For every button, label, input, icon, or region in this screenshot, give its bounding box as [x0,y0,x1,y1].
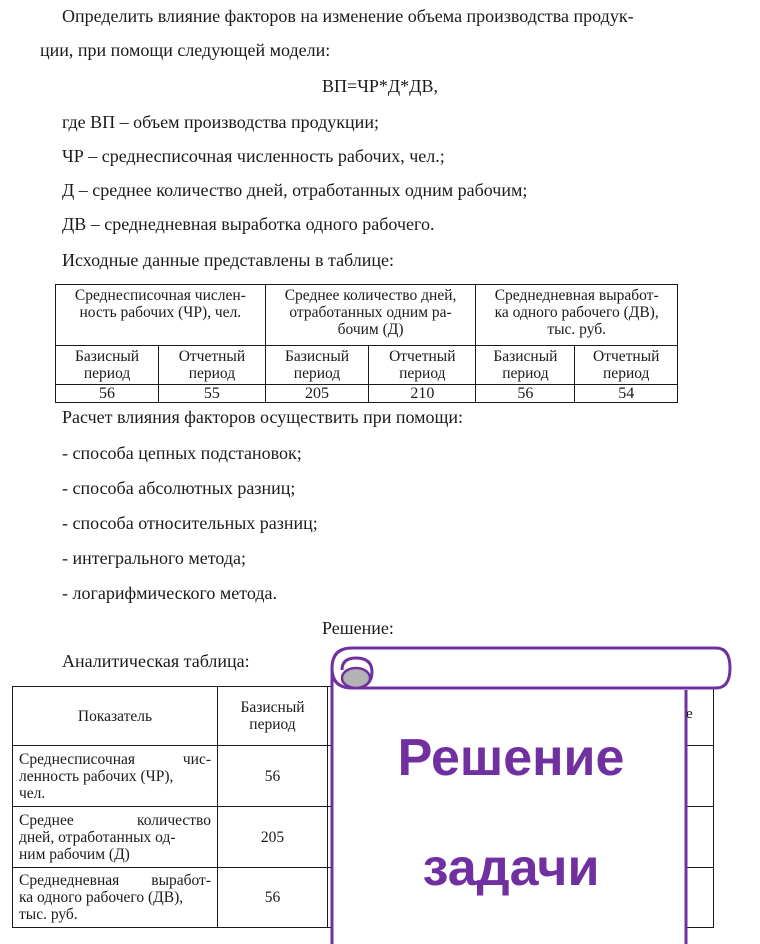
data-intro: Исходные данные представлены в таблице: [62,250,395,270]
method-item: - способа относительных разниц; [62,513,318,533]
method-item: - интегрального метода; [62,548,247,568]
methods-heading: Расчет влияния факторов осуществить при помощи: [62,407,464,427]
overlay-title-line-1: Решение [397,729,625,787]
value-cell: 205 [265,385,369,403]
sub-header: Отчетный период [575,346,678,385]
row-base-value: 56 [218,868,328,928]
sub-header: Отчетный период [369,346,476,385]
partial-header-text: е [686,706,693,722]
definition-d: Д – среднее количество дней, отработанных одним рабочим; [62,180,528,200]
method-item: - способа абсолютных разниц; [62,478,296,498]
task-line-1: Определить влияние факторов на изменение объема производства продук- [62,6,634,26]
analytic-table-caption: Аналитическая таблица: [62,651,250,671]
value-cell: 210 [369,385,476,403]
definition-chr: ЧР – среднесписочная численность рабочих, чел.; [62,146,445,166]
row-base-value: 205 [218,807,328,868]
header-indicator: Показатель [13,687,218,746]
overlay-title-line-2: задачи [422,839,600,897]
method-item: - способа цепных подстановок; [62,443,302,463]
value-cell: 54 [575,385,678,403]
solution-heading: Решение: [322,618,394,638]
sub-header: Базисный период [56,346,159,385]
row-label: Среднедневная выработ- ка одного рабочего (ДВ), тыс. руб. [13,868,218,928]
row-label: Среднесписочная чис- ленность рабочих (ЧР), чел. [13,746,218,807]
sub-header: Отчетный период [159,346,266,385]
group-header-d: Среднее количество дней, отработанных одним ра- бочим (Д) [265,285,476,346]
definition-vp: где ВП – объем производства продукции; [62,112,379,132]
row-label: Среднее количество дней, отработанных од- ним рабочим (Д) [13,807,218,868]
value-cell: 56 [476,385,575,403]
header-base-period: Базисный период [218,687,328,746]
method-item: - логарифмического метода. [62,583,278,603]
scroll-banner [326,644,746,944]
value-cell: 55 [159,385,266,403]
sub-header: Базисный период [476,346,575,385]
group-header-chr: Среднесписочная числен- ность рабочих (ЧР), чел. [56,285,266,346]
value-cell: 56 [56,385,159,403]
group-header-dv: Среднедневная выработ- ка одного рабочего (ДВ), тыс. руб. [476,285,678,346]
sub-header: Базисный период [265,346,369,385]
definition-dv: ДВ – среднедневная выработка одного рабочего. [62,214,435,234]
row-base-value: 56 [218,746,328,807]
task-line-2: ции, при помощи следующей модели: [40,40,331,60]
source-data-table [55,284,678,403]
model-formula: ВП=ЧР*Д*ДВ, [322,76,438,96]
